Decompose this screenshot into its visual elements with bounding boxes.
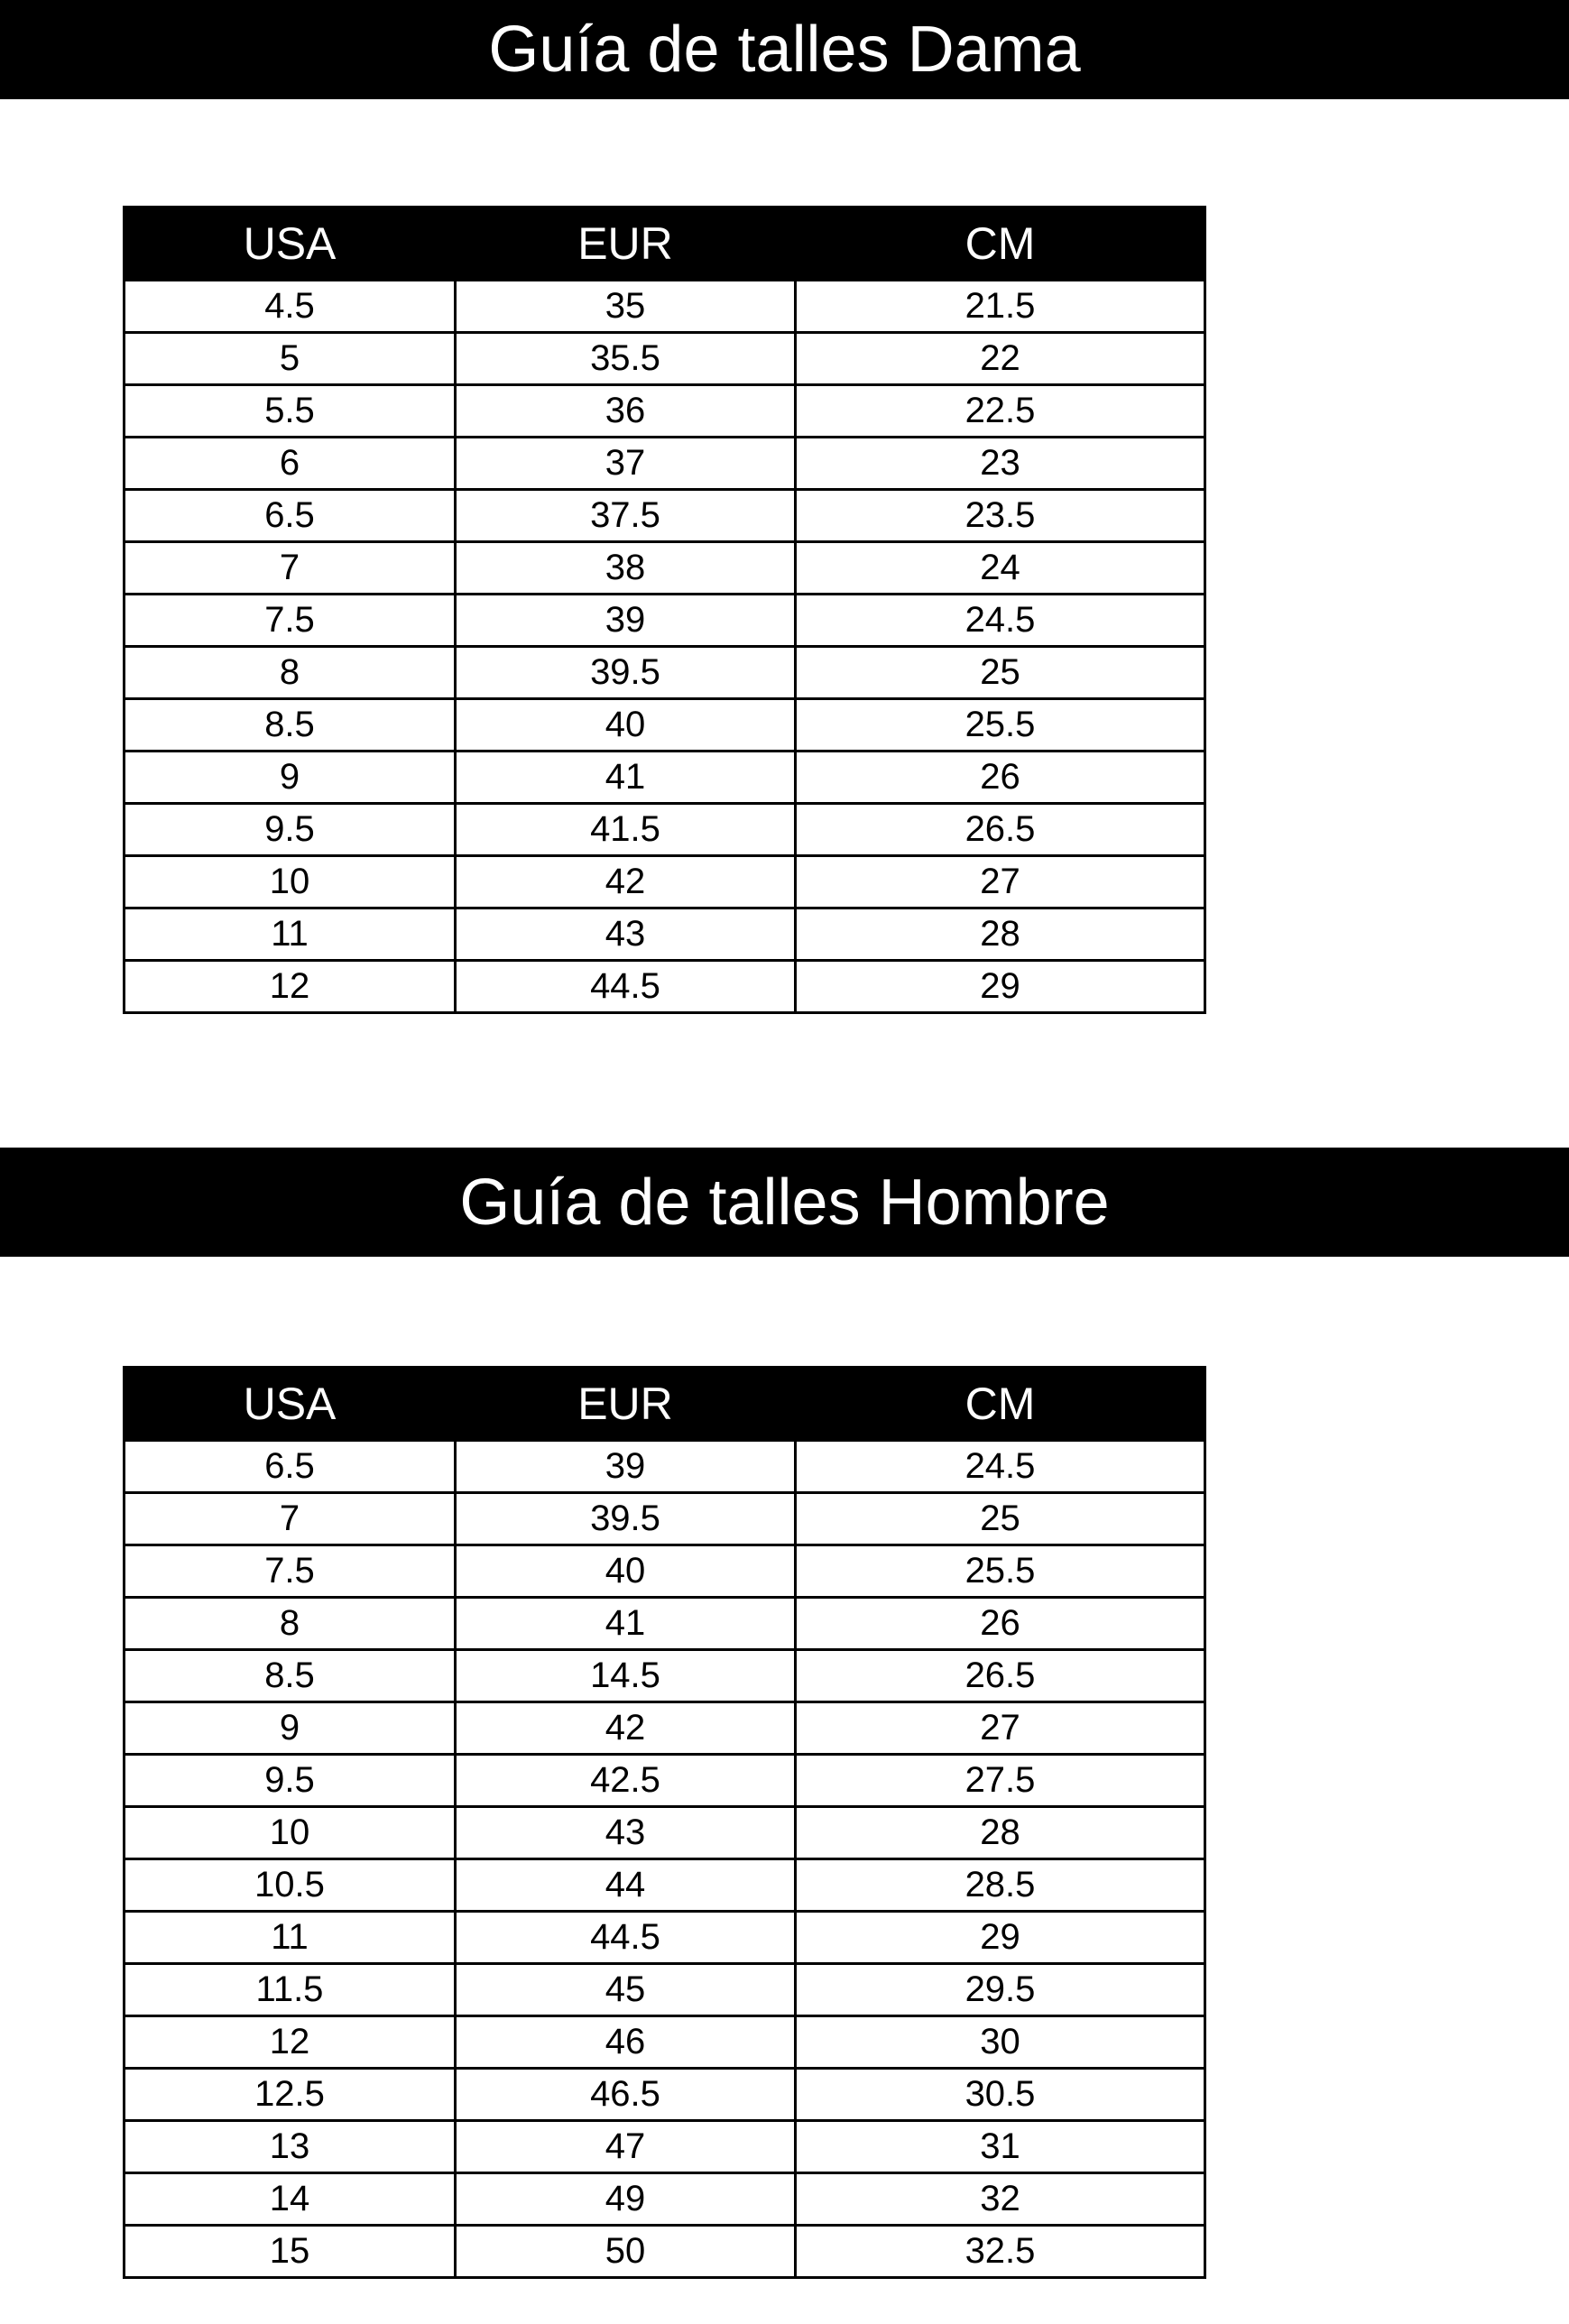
cell-cm: 29.5 bbox=[796, 1964, 1205, 2016]
cell-eur: 38 bbox=[456, 542, 796, 595]
header-eur: EUR bbox=[456, 208, 796, 281]
table-row bbox=[125, 1650, 1205, 1702]
table-row bbox=[125, 1964, 1205, 2016]
dama-size-table bbox=[123, 206, 1206, 1014]
cell-cm: 22 bbox=[796, 333, 1205, 385]
cell-usa: 6.5 bbox=[125, 490, 456, 542]
table-row bbox=[125, 281, 1205, 333]
cell-eur: 46 bbox=[456, 2016, 796, 2069]
hombre-size-table bbox=[123, 1366, 1206, 2279]
header-usa: USA bbox=[125, 208, 456, 281]
cell-cm: 26 bbox=[796, 1598, 1205, 1650]
table-row bbox=[125, 856, 1205, 908]
cell-usa: 8 bbox=[125, 1598, 456, 1650]
table-row bbox=[125, 1702, 1205, 1755]
cell-eur: 36 bbox=[456, 385, 796, 438]
cell-eur: 14.5 bbox=[456, 1650, 796, 1702]
cell-eur: 35.5 bbox=[456, 333, 796, 385]
cell-cm: 26.5 bbox=[796, 804, 1205, 856]
table-row bbox=[125, 1755, 1205, 1807]
cell-eur: 49 bbox=[456, 2173, 796, 2226]
cell-usa: 8 bbox=[125, 647, 456, 699]
table-row bbox=[125, 804, 1205, 856]
cell-usa: 5 bbox=[125, 333, 456, 385]
cell-eur: 46.5 bbox=[456, 2069, 796, 2121]
cell-eur: 45 bbox=[456, 1964, 796, 2016]
table-row bbox=[125, 385, 1205, 438]
cell-cm: 29 bbox=[796, 961, 1205, 1013]
table-row bbox=[125, 1859, 1205, 1912]
cell-cm: 28.5 bbox=[796, 1859, 1205, 1912]
table-row bbox=[125, 961, 1205, 1013]
cell-cm: 26.5 bbox=[796, 1650, 1205, 1702]
cell-cm: 24.5 bbox=[796, 1441, 1205, 1493]
hombre-title-banner bbox=[0, 1148, 1569, 1257]
cell-usa: 11 bbox=[125, 908, 456, 961]
table-row bbox=[125, 1598, 1205, 1650]
dama-title-banner bbox=[0, 0, 1569, 99]
table-row bbox=[125, 542, 1205, 595]
cell-usa: 6.5 bbox=[125, 1441, 456, 1493]
cell-usa: 10 bbox=[125, 856, 456, 908]
hombre-title: Guía de talles Hombre bbox=[459, 1166, 1110, 1239]
cell-cm: 21.5 bbox=[796, 281, 1205, 333]
table-row bbox=[125, 699, 1205, 752]
table-row bbox=[125, 490, 1205, 542]
cell-eur: 35 bbox=[456, 281, 796, 333]
cell-usa: 11.5 bbox=[125, 1964, 456, 2016]
table-row bbox=[125, 2016, 1205, 2069]
cell-eur: 47 bbox=[456, 2121, 796, 2173]
cell-eur: 41 bbox=[456, 1598, 796, 1650]
cell-eur: 39 bbox=[456, 1441, 796, 1493]
cell-eur: 42.5 bbox=[456, 1755, 796, 1807]
header-cm: CM bbox=[796, 1368, 1205, 1441]
table-row bbox=[125, 2226, 1205, 2278]
cell-cm: 29 bbox=[796, 1912, 1205, 1964]
table-row bbox=[125, 1493, 1205, 1545]
cell-cm: 28 bbox=[796, 1807, 1205, 1859]
cell-cm: 25.5 bbox=[796, 699, 1205, 752]
cell-eur: 44.5 bbox=[456, 961, 796, 1013]
table-row bbox=[125, 2069, 1205, 2121]
cell-eur: 44.5 bbox=[456, 1912, 796, 1964]
cell-eur: 37 bbox=[456, 438, 796, 490]
cell-usa: 12 bbox=[125, 961, 456, 1013]
cell-cm: 27 bbox=[796, 1702, 1205, 1755]
cell-usa: 14 bbox=[125, 2173, 456, 2226]
cell-cm: 23 bbox=[796, 438, 1205, 490]
table-row bbox=[125, 2121, 1205, 2173]
cell-cm: 31 bbox=[796, 2121, 1205, 2173]
cell-usa: 11 bbox=[125, 1912, 456, 1964]
cell-cm: 23.5 bbox=[796, 490, 1205, 542]
cell-eur: 43 bbox=[456, 908, 796, 961]
cell-usa: 10.5 bbox=[125, 1859, 456, 1912]
table-row bbox=[125, 1545, 1205, 1598]
cell-usa: 9.5 bbox=[125, 804, 456, 856]
cell-usa: 10 bbox=[125, 1807, 456, 1859]
table-row bbox=[125, 1807, 1205, 1859]
cell-cm: 32 bbox=[796, 2173, 1205, 2226]
cell-eur: 40 bbox=[456, 699, 796, 752]
cell-cm: 24 bbox=[796, 542, 1205, 595]
cell-usa: 9 bbox=[125, 1702, 456, 1755]
cell-cm: 30.5 bbox=[796, 2069, 1205, 2121]
cell-usa: 7.5 bbox=[125, 1545, 456, 1598]
cell-cm: 26 bbox=[796, 752, 1205, 804]
table-row bbox=[125, 752, 1205, 804]
cell-usa: 13 bbox=[125, 2121, 456, 2173]
cell-eur: 50 bbox=[456, 2226, 796, 2278]
cell-cm: 32.5 bbox=[796, 2226, 1205, 2278]
table-row bbox=[125, 2173, 1205, 2226]
cell-usa: 7 bbox=[125, 1493, 456, 1545]
cell-cm: 28 bbox=[796, 908, 1205, 961]
cell-eur: 41 bbox=[456, 752, 796, 804]
cell-cm: 30 bbox=[796, 2016, 1205, 2069]
cell-eur: 44 bbox=[456, 1859, 796, 1912]
cell-cm: 24.5 bbox=[796, 595, 1205, 647]
cell-eur: 39.5 bbox=[456, 1493, 796, 1545]
cell-eur: 37.5 bbox=[456, 490, 796, 542]
cell-usa: 7 bbox=[125, 542, 456, 595]
cell-usa: 12 bbox=[125, 2016, 456, 2069]
header-eur: EUR bbox=[456, 1368, 796, 1441]
cell-usa: 4.5 bbox=[125, 281, 456, 333]
cell-usa: 9 bbox=[125, 752, 456, 804]
table-row bbox=[125, 1441, 1205, 1493]
cell-usa: 6 bbox=[125, 438, 456, 490]
table-row bbox=[125, 333, 1205, 385]
cell-cm: 25.5 bbox=[796, 1545, 1205, 1598]
cell-eur: 43 bbox=[456, 1807, 796, 1859]
cell-eur: 42 bbox=[456, 856, 796, 908]
cell-eur: 39 bbox=[456, 595, 796, 647]
table-header-row bbox=[125, 208, 1205, 281]
cell-usa: 15 bbox=[125, 2226, 456, 2278]
table-row bbox=[125, 1912, 1205, 1964]
table-row bbox=[125, 908, 1205, 961]
cell-usa: 8.5 bbox=[125, 699, 456, 752]
cell-usa: 9.5 bbox=[125, 1755, 456, 1807]
cell-eur: 39.5 bbox=[456, 647, 796, 699]
table-row bbox=[125, 438, 1205, 490]
cell-eur: 41.5 bbox=[456, 804, 796, 856]
cell-cm: 27 bbox=[796, 856, 1205, 908]
cell-usa: 8.5 bbox=[125, 1650, 456, 1702]
table-row bbox=[125, 595, 1205, 647]
cell-eur: 40 bbox=[456, 1545, 796, 1598]
header-usa: USA bbox=[125, 1368, 456, 1441]
cell-usa: 12.5 bbox=[125, 2069, 456, 2121]
cell-cm: 22.5 bbox=[796, 385, 1205, 438]
cell-cm: 25 bbox=[796, 1493, 1205, 1545]
cell-eur: 42 bbox=[456, 1702, 796, 1755]
cell-usa: 5.5 bbox=[125, 385, 456, 438]
table-row bbox=[125, 647, 1205, 699]
cell-cm: 27.5 bbox=[796, 1755, 1205, 1807]
cell-usa: 7.5 bbox=[125, 595, 456, 647]
header-cm: CM bbox=[796, 208, 1205, 281]
table-header-row bbox=[125, 1368, 1205, 1441]
cell-cm: 25 bbox=[796, 647, 1205, 699]
dama-title: Guía de talles Dama bbox=[488, 14, 1081, 86]
